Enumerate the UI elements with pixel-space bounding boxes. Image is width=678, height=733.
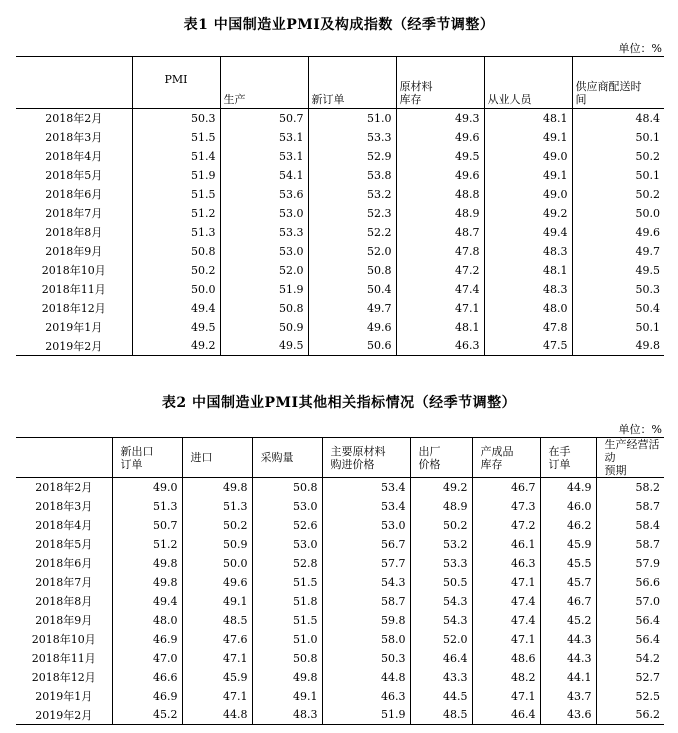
cell-value: 50.1: [572, 128, 664, 147]
cell-value: 45.2: [112, 706, 182, 725]
cell-value: 50.0: [182, 554, 252, 573]
cell-value: 51.5: [132, 185, 220, 204]
cell-value: 46.7: [540, 592, 596, 611]
cell-value: 50.8: [132, 242, 220, 261]
pmi-other-indicators-table: [16, 437, 664, 725]
cell-value: 48.5: [410, 706, 472, 725]
table-row: [16, 204, 664, 223]
cell-value: 50.7: [112, 516, 182, 535]
table-row: [16, 128, 664, 147]
table-row: [16, 166, 664, 185]
table2-column-header: 生产经营活动 预期: [596, 438, 664, 478]
cell-value: 45.7: [540, 573, 596, 592]
cell-value: 57.7: [322, 554, 410, 573]
table-row: [16, 318, 664, 337]
cell-value: 51.8: [252, 592, 322, 611]
cell-value: 52.0: [410, 630, 472, 649]
cell-value: 47.8: [396, 242, 484, 261]
table2-title: 表2 中国制造业PMI其他相关指标情况（经季节调整）: [161, 395, 517, 411]
cell-value: 49.2: [410, 478, 472, 497]
cell-value: 47.4: [472, 592, 540, 611]
table2-unit: 单位：%: [618, 423, 662, 436]
cell-value: 49.2: [484, 204, 572, 223]
table-row: [16, 280, 664, 299]
cell-value: 52.9: [308, 147, 396, 166]
cell-value: 47.1: [472, 687, 540, 706]
cell-value: 58.7: [596, 497, 664, 516]
cell-value: 48.1: [484, 261, 572, 280]
cell-value: 58.4: [596, 516, 664, 535]
cell-value: 49.6: [396, 128, 484, 147]
row-date: 2018年5月: [35, 538, 93, 551]
cell-value: 47.4: [472, 611, 540, 630]
table-row: [16, 706, 664, 725]
cell-value: 50.8: [308, 261, 396, 280]
cell-value: 53.3: [220, 223, 308, 242]
cell-value: 49.5: [396, 147, 484, 166]
table-row: [16, 337, 664, 356]
cell-value: 52.6: [252, 516, 322, 535]
table-row: [16, 649, 664, 668]
table1-column-header: PMI: [132, 57, 220, 109]
table-row: [16, 516, 664, 535]
cell-value: 51.5: [132, 128, 220, 147]
cell-value: 44.8: [182, 706, 252, 725]
cell-value: 49.5: [132, 318, 220, 337]
cell-value: 47.1: [182, 649, 252, 668]
cell-value: 49.7: [308, 299, 396, 318]
cell-value: 47.8: [484, 318, 572, 337]
cell-value: 50.6: [308, 337, 396, 356]
table-row: [16, 261, 664, 280]
cell-value: 51.5: [252, 611, 322, 630]
cell-value: 50.2: [410, 516, 472, 535]
cell-value: 46.2: [540, 516, 596, 535]
cell-value: 46.0: [540, 497, 596, 516]
cell-value: 43.6: [540, 706, 596, 725]
cell-value: 46.4: [472, 706, 540, 725]
cell-value: 50.3: [572, 280, 664, 299]
cell-value: 49.1: [252, 687, 322, 706]
cell-value: 48.9: [410, 497, 472, 516]
cell-value: 53.0: [322, 516, 410, 535]
cell-value: 49.8: [252, 668, 322, 687]
cell-value: 49.5: [220, 337, 308, 356]
cell-value: 53.4: [322, 497, 410, 516]
table1-corner-cell: [16, 57, 132, 109]
cell-value: 51.2: [132, 204, 220, 223]
cell-value: 51.3: [112, 497, 182, 516]
table-row: [16, 611, 664, 630]
cell-value: 50.3: [322, 649, 410, 668]
cell-value: 50.2: [132, 261, 220, 280]
cell-value: 48.1: [396, 318, 484, 337]
cell-value: 46.1: [472, 535, 540, 554]
cell-value: 44.1: [540, 668, 596, 687]
table-row: [16, 668, 664, 687]
cell-value: 53.3: [410, 554, 472, 573]
cell-value: 47.3: [472, 497, 540, 516]
cell-value: 47.5: [484, 337, 572, 356]
cell-value: 43.3: [410, 668, 472, 687]
row-date: 2018年3月: [45, 131, 103, 144]
cell-value: 53.4: [322, 478, 410, 497]
cell-value: 50.8: [220, 299, 308, 318]
cell-value: 58.0: [322, 630, 410, 649]
cell-value: 51.2: [112, 535, 182, 554]
cell-value: 49.7: [572, 242, 664, 261]
cell-value: 49.6: [572, 223, 664, 242]
cell-value: 49.2: [132, 337, 220, 356]
cell-value: 50.1: [572, 318, 664, 337]
cell-value: 49.8: [112, 554, 182, 573]
cell-value: 46.9: [112, 630, 182, 649]
cell-value: 49.4: [112, 592, 182, 611]
cell-value: 53.0: [252, 535, 322, 554]
cell-value: 52.8: [252, 554, 322, 573]
row-date: 2018年9月: [45, 245, 103, 258]
cell-value: 47.4: [396, 280, 484, 299]
cell-value: 45.5: [540, 554, 596, 573]
cell-value: 51.5: [252, 573, 322, 592]
cell-value: 49.6: [182, 573, 252, 592]
table-row: [16, 109, 664, 128]
cell-value: 54.3: [322, 573, 410, 592]
cell-value: 50.0: [572, 204, 664, 223]
cell-value: 44.8: [322, 668, 410, 687]
cell-value: 50.3: [132, 109, 220, 128]
table2-column-header: 进口: [182, 438, 252, 478]
cell-value: 50.9: [220, 318, 308, 337]
cell-value: 46.3: [322, 687, 410, 706]
table-row: [16, 630, 664, 649]
cell-value: 50.1: [572, 166, 664, 185]
cell-value: 56.4: [596, 630, 664, 649]
table2-column-header: 采购量: [252, 438, 322, 478]
cell-value: 49.0: [484, 147, 572, 166]
cell-value: 56.6: [596, 573, 664, 592]
cell-value: 49.3: [396, 109, 484, 128]
cell-value: 49.4: [132, 299, 220, 318]
cell-value: 57.9: [596, 554, 664, 573]
row-date: 2018年8月: [45, 226, 103, 239]
table-row: [16, 554, 664, 573]
cell-value: 47.0: [112, 649, 182, 668]
cell-value: 46.6: [112, 668, 182, 687]
row-date: 2018年3月: [35, 500, 93, 513]
row-date: 2018年5月: [45, 169, 103, 182]
cell-value: 56.2: [596, 706, 664, 725]
cell-value: 49.5: [572, 261, 664, 280]
table-row: [16, 147, 664, 166]
row-date: 2018年7月: [35, 576, 93, 589]
cell-value: 54.1: [220, 166, 308, 185]
cell-value: 47.2: [472, 516, 540, 535]
row-date: 2019年2月: [35, 708, 93, 722]
cell-value: 51.9: [220, 280, 308, 299]
cell-value: 46.3: [472, 554, 540, 573]
cell-value: 51.4: [132, 147, 220, 166]
cell-value: 59.8: [322, 611, 410, 630]
table-row: [16, 497, 664, 516]
cell-value: 52.7: [596, 668, 664, 687]
cell-value: 50.4: [308, 280, 396, 299]
row-date: 2018年9月: [35, 614, 93, 627]
cell-value: 49.1: [484, 128, 572, 147]
table1-column-header: 原材料 库存: [396, 57, 484, 109]
cell-value: 48.0: [484, 299, 572, 318]
cell-value: 53.2: [308, 185, 396, 204]
cell-value: 49.1: [484, 166, 572, 185]
cell-value: 52.3: [308, 204, 396, 223]
table-row: [16, 223, 664, 242]
cell-value: 58.2: [596, 478, 664, 497]
cell-value: 47.6: [182, 630, 252, 649]
cell-value: 48.3: [484, 280, 572, 299]
cell-value: 52.0: [308, 242, 396, 261]
cell-value: 48.3: [484, 242, 572, 261]
cell-value: 48.4: [572, 109, 664, 128]
table-row: [16, 535, 664, 554]
cell-value: 49.0: [484, 185, 572, 204]
row-date: 2018年11月: [31, 652, 96, 665]
table-row: [16, 592, 664, 611]
pmi-components-table: [16, 56, 664, 356]
cell-value: 44.3: [540, 630, 596, 649]
cell-value: 43.7: [540, 687, 596, 706]
cell-value: 58.7: [322, 592, 410, 611]
table1-unit: 单位：%: [618, 42, 662, 55]
table2-column-header: 新出口 订单: [112, 438, 182, 478]
cell-value: 47.2: [396, 261, 484, 280]
table1-body: [16, 109, 664, 356]
cell-value: 48.7: [396, 223, 484, 242]
cell-value: 54.3: [410, 611, 472, 630]
table2-body: [16, 478, 664, 725]
row-date: 2018年6月: [45, 188, 103, 201]
row-date: 2018年8月: [35, 595, 93, 608]
cell-value: 49.6: [308, 318, 396, 337]
row-date: 2018年2月: [35, 481, 93, 495]
row-date: 2019年2月: [45, 339, 103, 353]
cell-value: 46.4: [410, 649, 472, 668]
cell-value: 50.5: [410, 573, 472, 592]
cell-value: 53.2: [410, 535, 472, 554]
table-header-row: [16, 438, 664, 478]
cell-value: 48.0: [112, 611, 182, 630]
cell-value: 56.7: [322, 535, 410, 554]
row-date: 2018年4月: [35, 519, 93, 532]
cell-value: 53.0: [220, 204, 308, 223]
cell-value: 49.1: [182, 592, 252, 611]
cell-value: 45.9: [182, 668, 252, 687]
table-row: [16, 478, 664, 497]
row-date: 2018年10月: [31, 633, 96, 646]
cell-value: 50.4: [572, 299, 664, 318]
cell-value: 51.3: [132, 223, 220, 242]
table-row: [16, 687, 664, 706]
row-date: 2019年1月: [35, 690, 93, 703]
cell-value: 44.3: [540, 649, 596, 668]
cell-value: 52.0: [220, 261, 308, 280]
cell-value: 49.4: [484, 223, 572, 242]
cell-value: 57.0: [596, 592, 664, 611]
cell-value: 50.9: [182, 535, 252, 554]
table-row: [16, 573, 664, 592]
cell-value: 48.5: [182, 611, 252, 630]
cell-value: 46.3: [396, 337, 484, 356]
cell-value: 45.2: [540, 611, 596, 630]
cell-value: 49.8: [112, 573, 182, 592]
row-date: 2019年1月: [45, 321, 103, 334]
table-row: [16, 242, 664, 261]
row-date: 2018年11月: [41, 283, 106, 296]
cell-value: 51.0: [252, 630, 322, 649]
row-date: 2018年6月: [35, 557, 93, 570]
cell-value: 48.6: [472, 649, 540, 668]
cell-value: 50.8: [252, 649, 322, 668]
cell-value: 49.8: [572, 337, 664, 356]
cell-value: 50.0: [132, 280, 220, 299]
cell-value: 50.2: [572, 185, 664, 204]
cell-value: 44.9: [540, 478, 596, 497]
cell-value: 48.2: [472, 668, 540, 687]
row-date: 2018年4月: [45, 150, 103, 163]
cell-value: 49.8: [182, 478, 252, 497]
cell-value: 54.2: [596, 649, 664, 668]
table-header-row: [16, 57, 664, 109]
cell-value: 47.1: [472, 630, 540, 649]
cell-value: 53.6: [220, 185, 308, 204]
row-date: 2018年2月: [45, 112, 103, 126]
cell-value: 48.8: [396, 185, 484, 204]
cell-value: 51.3: [182, 497, 252, 516]
row-date: 2018年12月: [41, 302, 106, 315]
cell-value: 53.0: [220, 242, 308, 261]
row-date: 2018年12月: [31, 671, 96, 684]
row-date: 2018年10月: [41, 264, 106, 277]
cell-value: 52.5: [596, 687, 664, 706]
table1-title: 表1 中国制造业PMI及构成指数（经季节调整）: [183, 17, 495, 33]
cell-value: 53.3: [308, 128, 396, 147]
cell-value: 50.2: [182, 516, 252, 535]
table1-column-header: 生产: [220, 57, 308, 109]
cell-value: 49.0: [112, 478, 182, 497]
cell-value: 47.1: [396, 299, 484, 318]
cell-value: 46.7: [472, 478, 540, 497]
cell-value: 49.6: [396, 166, 484, 185]
table2-column-header: 主要原材料 购进价格: [322, 438, 410, 478]
cell-value: 53.1: [220, 147, 308, 166]
cell-value: 46.9: [112, 687, 182, 706]
table1-column-header: 从业人员: [484, 57, 572, 109]
table1-column-header: 新订单: [308, 57, 396, 109]
cell-value: 54.3: [410, 592, 472, 611]
cell-value: 48.1: [484, 109, 572, 128]
cell-value: 50.8: [252, 478, 322, 497]
table-row: [16, 185, 664, 204]
cell-value: 47.1: [472, 573, 540, 592]
table2-column-header: 出厂 价格: [410, 438, 472, 478]
cell-value: 50.2: [572, 147, 664, 166]
cell-value: 48.9: [396, 204, 484, 223]
table2-column-header: 产成品 库存: [472, 438, 540, 478]
cell-value: 50.7: [220, 109, 308, 128]
cell-value: 44.5: [410, 687, 472, 706]
cell-value: 45.9: [540, 535, 596, 554]
cell-value: 56.4: [596, 611, 664, 630]
cell-value: 52.2: [308, 223, 396, 242]
cell-value: 51.0: [308, 109, 396, 128]
cell-value: 51.9: [322, 706, 410, 725]
table2-corner-cell: [16, 438, 112, 478]
row-date: 2018年7月: [45, 207, 103, 220]
cell-value: 51.9: [132, 166, 220, 185]
table-row: [16, 299, 664, 318]
table1-column-header: 供应商配送时 间: [572, 57, 664, 109]
table2-column-header: 在手 订单: [540, 438, 596, 478]
cell-value: 53.0: [252, 497, 322, 516]
cell-value: 47.1: [182, 687, 252, 706]
cell-value: 58.7: [596, 535, 664, 554]
cell-value: 53.8: [308, 166, 396, 185]
cell-value: 48.3: [252, 706, 322, 725]
cell-value: 53.1: [220, 128, 308, 147]
